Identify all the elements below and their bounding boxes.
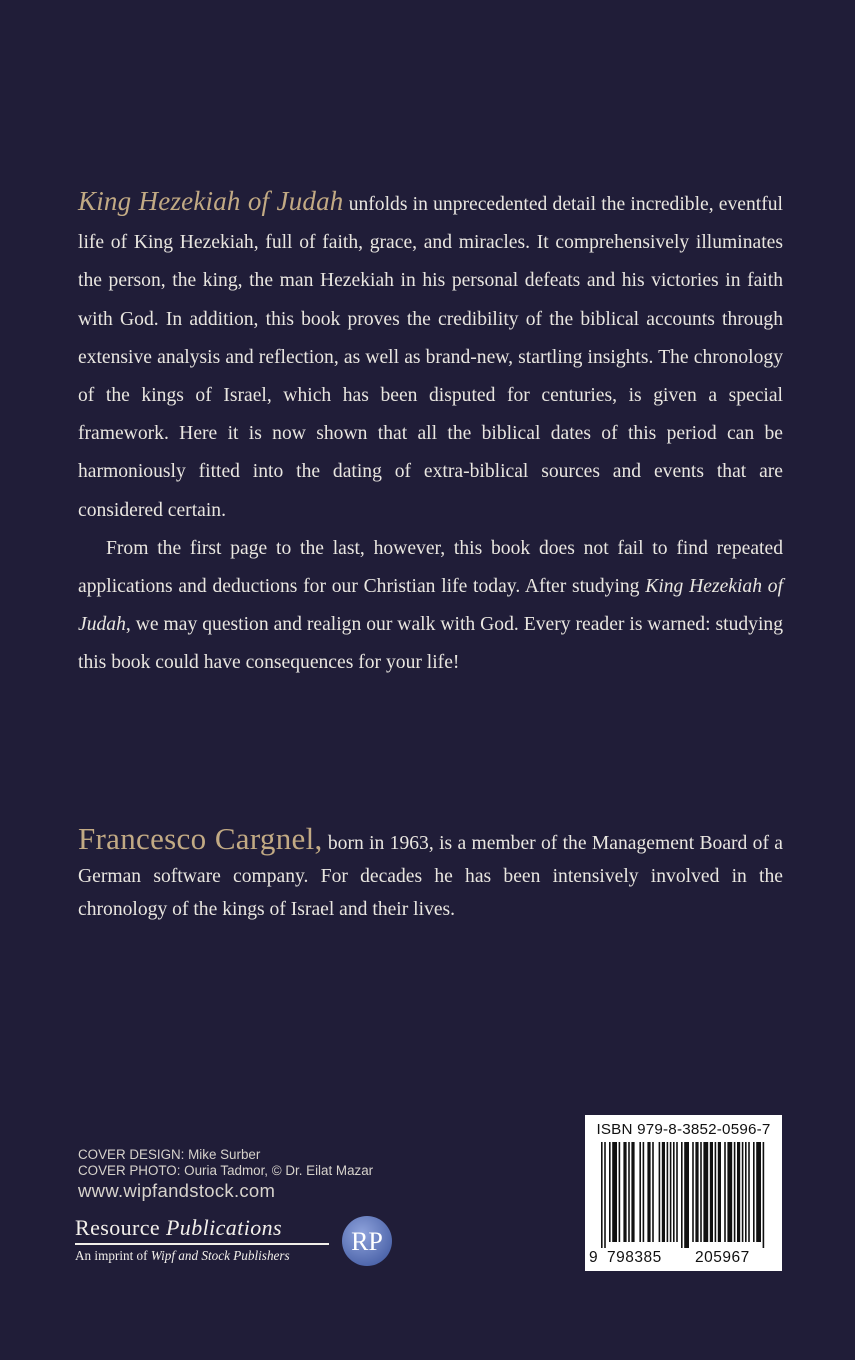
barcode-bar	[748, 1142, 750, 1242]
isbn-barcode	[585, 1115, 782, 1271]
author-bio	[78, 822, 783, 926]
barcode-bar	[692, 1142, 694, 1242]
barcode-bar	[631, 1142, 634, 1242]
cover-photo-value: Ouria Tadmor, © Dr. Eilat Mazar	[180, 1163, 374, 1178]
barcode-bar	[628, 1142, 630, 1242]
blurb-paragraph-2	[78, 530, 783, 683]
barcode-bar	[742, 1142, 744, 1242]
barcode-bar	[756, 1142, 761, 1242]
barcode-bar	[763, 1142, 765, 1248]
author-name: Francesco Cargnel,	[78, 821, 323, 856]
publisher-website[interactable]: www.wipfandstock.com	[78, 1180, 276, 1201]
barcode-bar	[718, 1142, 721, 1242]
barcode-bar	[639, 1142, 641, 1242]
barcode-bar	[703, 1142, 708, 1242]
barcode-bar	[662, 1142, 665, 1242]
resource-publications-logo-icon	[341, 1215, 393, 1267]
blurb-paragraph-2-title: King Hezekiah of Judah	[78, 576, 784, 636]
publisher-name-italic: Publications	[165, 1215, 282, 1240]
cover-design-credit	[78, 1147, 373, 1163]
barcode-bar	[670, 1142, 672, 1242]
barcode-bar	[753, 1142, 755, 1242]
barcode-bar	[676, 1142, 678, 1242]
isbn-number: ISBN 979-8-3852-0596-7	[596, 1121, 771, 1138]
publisher-block	[75, 1215, 337, 1264]
publisher-name	[75, 1215, 337, 1241]
barcode-bar	[724, 1142, 726, 1242]
barcode-bar	[715, 1142, 717, 1242]
publisher-divider	[75, 1243, 329, 1245]
barcode-bar	[673, 1142, 675, 1242]
barcode-bar	[623, 1142, 626, 1242]
barcode-bar	[695, 1142, 698, 1242]
barcode-bar	[647, 1142, 650, 1242]
barcode-bar	[737, 1142, 740, 1242]
barcode-digits-right: 205967	[695, 1249, 750, 1266]
barcode-bar	[745, 1142, 747, 1242]
barcode-bar	[612, 1142, 617, 1242]
barcode-bar	[609, 1142, 611, 1242]
blurb-paragraph-1	[78, 182, 783, 530]
barcode-bar	[727, 1142, 732, 1242]
barcode-bar	[601, 1142, 603, 1248]
barcode-bar	[667, 1142, 669, 1242]
book-title-lead: King Hezekiah of Judah	[78, 186, 344, 216]
cover-photo-label: COVER PHOTO:	[78, 1163, 181, 1178]
publisher-tagline-italic: Wipf and Stock Publishers	[150, 1247, 290, 1263]
barcode-bar	[700, 1142, 702, 1242]
blurb-paragraph-2-start: From the first page to the last, however, this book does not fail to find repeated applications and deductions for our Christian life today. After studying	[78, 537, 783, 598]
cover-photo-credit	[78, 1163, 373, 1179]
blurb-paragraph-1-text: unfolds in unprecedented detail the incredible, eventful life of King Hezekiah, full of faith, grace, and miracles. It comprehensively illuminates the person, the king, the man Hezekiah in his personal defeats and his victories in faith with God. In addition, this book proves the credibility of the biblical accounts through extensive analysis and reflection, as well as brand-new, startling insights. The chronology of the kings of Israel, which has been disputed for centuries, is given a special framework. Here it is now shown that all the biblical dates of this period can be harmoniously fitted into the dating of extra-biblical sources and events that are considered certain.	[78, 194, 784, 521]
barcode-bar	[710, 1142, 713, 1242]
publisher-tagline-regular: An imprint of	[75, 1247, 151, 1263]
back-cover-blurb	[78, 182, 783, 683]
cover-credits	[78, 1147, 373, 1179]
author-bio-text: born in 1963, is a member of the Management Board of a German software company. For decades he has been intensively involved in the chronology of the kings of Israel and their lives.	[78, 833, 783, 920]
barcode-bars	[591, 1142, 775, 1248]
blurb-paragraph-2-end: , we may question and realign our walk with God. Every reader is warned: studying this book could have consequences for your life!	[78, 614, 783, 674]
publisher-name-regular: Resource	[75, 1215, 166, 1240]
logo-text: RP	[351, 1227, 383, 1256]
publisher-tagline	[75, 1248, 337, 1264]
barcode-bar	[643, 1142, 645, 1242]
barcode-bar	[684, 1142, 689, 1248]
barcode-bar	[734, 1142, 736, 1242]
barcode-digits-left: 798385	[607, 1249, 662, 1266]
barcode-bar	[619, 1142, 621, 1242]
cover-design-value: Mike Surber	[184, 1147, 261, 1162]
barcode-bar	[659, 1142, 661, 1242]
barcode-digit-first: 9	[589, 1249, 599, 1266]
barcode-bar	[681, 1142, 683, 1248]
cover-design-label: COVER DESIGN:	[78, 1147, 185, 1162]
barcode-bar	[652, 1142, 654, 1242]
barcode-bar	[604, 1142, 606, 1248]
